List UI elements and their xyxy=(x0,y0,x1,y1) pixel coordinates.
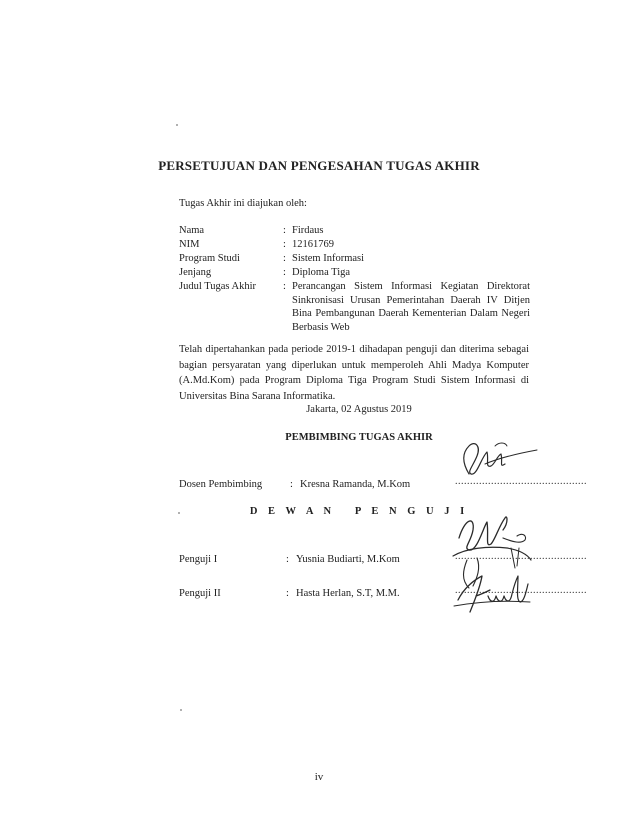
intro-text: Tugas Akhir ini diajukan oleh: xyxy=(179,198,307,209)
field-value-nama: Firdaus xyxy=(292,225,324,236)
field-label-nim: NIM xyxy=(179,239,200,250)
field-colon: : xyxy=(290,479,293,490)
signature-penguji-2 xyxy=(452,566,542,618)
page-number: iv xyxy=(314,771,324,783)
examiner-label-1: Penguji I xyxy=(179,554,218,565)
signature-pembimbing xyxy=(455,436,545,486)
dewan-heading: D E W A N P E N G U J I xyxy=(249,506,469,517)
field-colon: : xyxy=(283,281,286,292)
pembimbing-label: Dosen Pembimbing xyxy=(179,479,263,490)
scan-mark xyxy=(176,124,178,126)
pembimbing-name: Kresna Ramanda, M.Kom xyxy=(300,479,411,490)
page-title: PERSETUJUAN DAN PENGESAHAN TUGAS AKHIR xyxy=(158,158,480,173)
field-label-program-studi: Program Studi xyxy=(179,253,240,264)
field-colon: : xyxy=(286,588,289,599)
field-colon: : xyxy=(286,554,289,565)
signature-line: ............................................ xyxy=(455,476,587,487)
approval-paragraph: Telah dipertahankan pada periode 2019-1 dihadapan penguji dan diterima sebagai bagian persyaratan yang diperlukan untuk memperoleh Ahli Madya Komputer (A.Md.Kom) pada Program Diploma Tiga Program Studi Sistem Informasi di Universitas Bina Sarana Informatika. xyxy=(179,344,529,402)
pembimbing-heading: PEMBIMBING TUGAS AKHIR xyxy=(285,432,433,443)
field-label-nama: Nama xyxy=(179,225,205,236)
field-colon: : xyxy=(283,267,286,278)
scan-mark xyxy=(180,709,182,711)
examiner-name-1: Yusnia Budiarti, M.Kom xyxy=(296,554,400,565)
field-value-judul: Perancangan Sistem Informasi Kegiatan Direktorat Sinkronisasi Urusan Pemerintahan Daerah IV Ditjen Bina Pembangunan Daerah Kementerian Dalam Negeri Berbasis Web xyxy=(292,281,530,333)
field-value-jenjang: Diploma Tiga xyxy=(292,267,351,278)
field-value-nim: 12161769 xyxy=(292,239,334,250)
field-colon: : xyxy=(283,253,286,264)
field-label-jenjang: Jenjang xyxy=(179,267,212,278)
place-date: Jakarta, 02 Agustus 2019 xyxy=(306,404,412,415)
examiner-name-2: Hasta Herlan, S.T, M.M. xyxy=(296,588,400,599)
field-label-judul: Judul Tugas Akhir xyxy=(179,281,257,292)
signature-line: ............................................ xyxy=(455,585,587,596)
field-value-program-studi: Sistem Informasi xyxy=(292,253,365,264)
field-colon: : xyxy=(283,239,286,250)
field-colon: : xyxy=(283,225,286,236)
examiner-label-2: Penguji II xyxy=(179,588,221,599)
signature-line: ............................................ xyxy=(455,551,587,562)
